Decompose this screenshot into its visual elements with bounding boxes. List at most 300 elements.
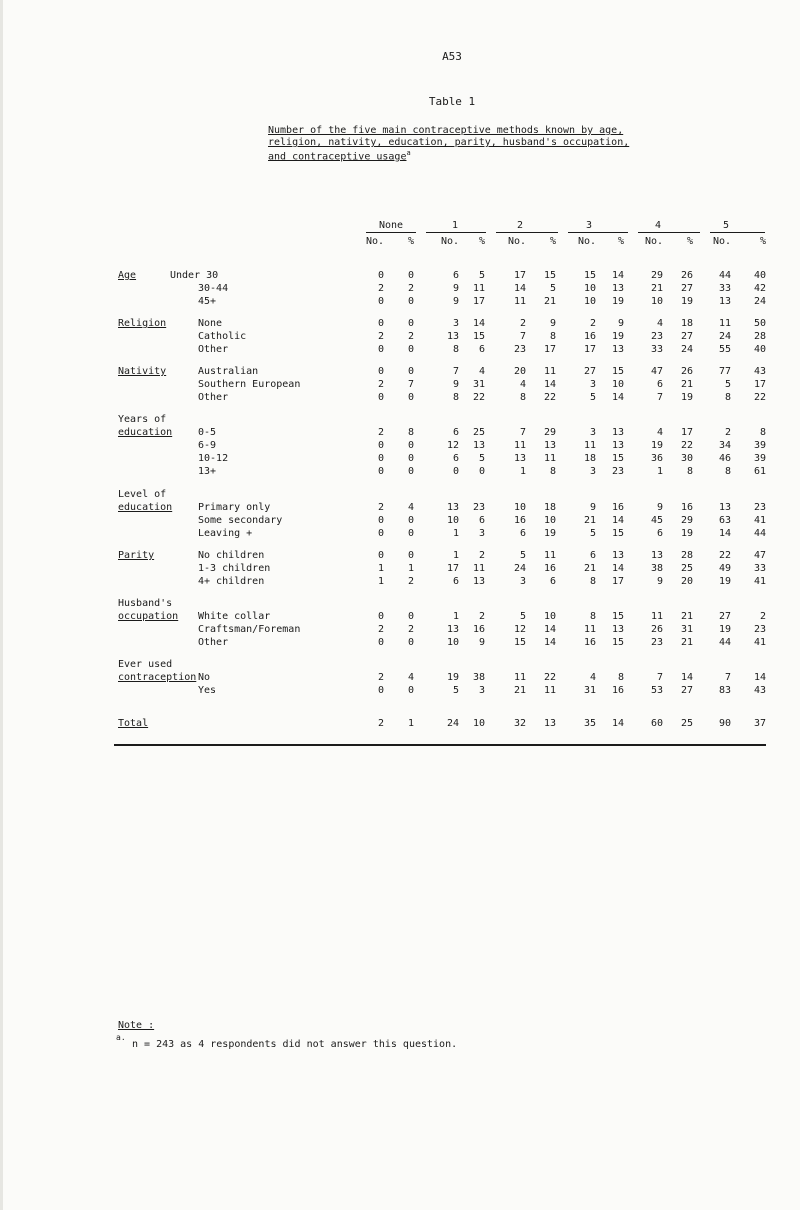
header-rule [638,232,700,233]
cell-percent: 4 [407,672,414,683]
cell-count: 8 [589,611,596,622]
cell-count: 14 [718,528,731,539]
cell-count: 7 [724,672,731,683]
column-group-header: 4 [654,220,662,231]
cell-count: 21 [583,563,596,574]
cell-percent: 39 [753,440,766,451]
cell-percent: 8 [686,466,693,477]
cell-percent: 30 [680,453,693,464]
cell-percent: 8 [407,427,414,438]
cell-percent: 2 [407,624,414,635]
cell-count: 13 [446,331,459,342]
cell-count: 6 [452,576,459,587]
cell-count: 44 [718,637,731,648]
column-group-header: None [378,220,404,231]
cell-percent: 33 [753,563,766,574]
cell-count: 8 [724,392,731,403]
cell-count: 2 [377,672,384,683]
cell-percent: 15 [611,453,624,464]
cell-count: 3 [519,576,526,587]
cell-percent: 15 [611,528,624,539]
cell-count: 9 [589,502,596,513]
cell-percent: 14 [611,270,624,281]
cell-percent: 0 [407,550,414,561]
cell-percent: 2 [478,550,485,561]
cell-count: 1 [519,466,526,477]
cell-count: 0 [377,344,384,355]
cell-percent: 2 [407,283,414,294]
cell-percent: 5 [478,453,485,464]
section-label: Ever used [118,659,173,670]
cell-count: 16 [583,637,596,648]
cell-percent: 11 [472,563,485,574]
cell-percent: 11 [543,550,556,561]
section-label: Husband's [118,598,173,609]
cell-percent: 14 [543,624,556,635]
section-label: contraception [118,672,197,683]
cell-count: 12 [446,440,459,451]
cell-percent: 23 [611,466,624,477]
cell-percent: 9 [549,318,556,329]
cell-percent: 21 [543,296,556,307]
note-text: n = 243 as 4 respondents did not answer this question. [132,1039,458,1050]
row-label: 4+ children [198,576,265,587]
cell-count: 0 [377,366,384,377]
cell-count: 24 [718,331,731,342]
cell-count: 5 [589,392,596,403]
cell-count: 4 [656,318,663,329]
subheader-no: No. [440,236,459,247]
total-count: 24 [446,718,459,729]
total-count: 35 [583,718,596,729]
cell-count: 33 [650,344,663,355]
total-percent: 14 [611,718,624,729]
total-count: 60 [650,718,663,729]
header-rule [710,232,765,233]
section-label: education [118,502,173,513]
cell-count: 13 [650,550,663,561]
cell-count: 19 [718,624,731,635]
subheader-no: No. [712,236,731,247]
cell-percent: 42 [753,283,766,294]
cell-percent: 11 [472,283,485,294]
row-label: Some secondary [198,515,283,526]
row-label: Other [198,637,229,648]
cell-count: 34 [718,440,731,451]
cell-count: 49 [718,563,731,574]
cell-percent: 8 [617,672,624,683]
cell-percent: 16 [472,624,485,635]
cell-percent: 0 [407,515,414,526]
cell-count: 17 [446,563,459,574]
cell-percent: 43 [753,685,766,696]
cell-count: 7 [452,366,459,377]
cell-percent: 26 [680,366,693,377]
cell-count: 10 [446,515,459,526]
row-label: 13+ [198,466,217,477]
cell-percent: 47 [753,550,766,561]
cell-count: 3 [589,427,596,438]
cell-percent: 31 [680,624,693,635]
cell-percent: 17 [680,427,693,438]
cell-count: 6 [519,528,526,539]
cell-count: 9 [452,379,459,390]
cell-count: 8 [452,392,459,403]
cell-percent: 19 [680,392,693,403]
cell-count: 22 [718,550,731,561]
cell-percent: 2 [478,611,485,622]
cell-count: 19 [650,440,663,451]
cell-count: 13 [446,502,459,513]
subheader-percent: % [617,236,624,247]
cell-percent: 27 [680,685,693,696]
cell-count: 2 [377,331,384,342]
cell-count: 46 [718,453,731,464]
cell-count: 13 [513,453,526,464]
cell-count: 3 [589,466,596,477]
row-label: Yes [198,685,217,696]
cell-percent: 9 [478,637,485,648]
cell-count: 0 [377,318,384,329]
cell-percent: 41 [753,637,766,648]
subheader-percent: % [407,236,414,247]
cell-count: 45 [650,515,663,526]
cell-count: 15 [513,637,526,648]
cell-percent: 0 [407,528,414,539]
cell-percent: 26 [680,270,693,281]
cell-count: 38 [650,563,663,574]
cell-percent: 20 [680,576,693,587]
cell-percent: 7 [407,379,414,390]
cell-percent: 6 [549,576,556,587]
cell-count: 6 [656,528,663,539]
subheader-no: No. [507,236,526,247]
total-count: 2 [377,718,384,729]
cell-percent: 14 [543,637,556,648]
cell-percent: 6 [478,515,485,526]
cell-percent: 40 [753,270,766,281]
cell-count: 26 [650,624,663,635]
column-group-header: 2 [516,220,524,231]
cell-count: 9 [452,283,459,294]
row-label: None [198,318,223,329]
total-count: 90 [718,718,731,729]
cell-count: 11 [513,296,526,307]
cell-percent: 24 [680,344,693,355]
cell-percent: 21 [680,637,693,648]
cell-percent: 0 [407,466,414,477]
cell-count: 9 [452,296,459,307]
total-percent: 13 [543,718,556,729]
cell-percent: 18 [543,502,556,513]
cell-count: 5 [519,611,526,622]
cell-percent: 39 [753,453,766,464]
cell-percent: 22 [753,392,766,403]
cell-percent: 21 [680,611,693,622]
cell-percent: 14 [611,392,624,403]
row-label: Craftsman/Foreman [198,624,301,635]
cell-count: 2 [724,427,731,438]
cell-percent: 0 [478,466,485,477]
subheader-percent: % [759,236,766,247]
cell-percent: 22 [472,392,485,403]
cell-percent: 31 [472,379,485,390]
cell-count: 13 [718,502,731,513]
cell-count: 17 [513,270,526,281]
cell-count: 27 [718,611,731,622]
caption-line-2: religion, nativity, education, parity, husband's occupation, [268,137,630,148]
cell-percent: 0 [407,296,414,307]
row-label: Catholic [198,331,247,342]
cell-percent: 25 [472,427,485,438]
cell-percent: 15 [611,611,624,622]
cell-percent: 1 [407,563,414,574]
cell-percent: 10 [543,515,556,526]
subheader-no: No. [644,236,663,247]
cell-percent: 29 [680,515,693,526]
subheader-percent: % [686,236,693,247]
cell-percent: 14 [543,379,556,390]
cell-count: 2 [377,379,384,390]
cell-count: 11 [513,440,526,451]
cell-percent: 8 [549,466,556,477]
cell-count: 0 [377,515,384,526]
cell-count: 8 [724,466,731,477]
row-label: 30-44 [198,283,229,294]
row-label: No children [198,550,265,561]
cell-percent: 13 [611,344,624,355]
cell-count: 1 [452,528,459,539]
cell-count: 0 [377,611,384,622]
caption-line-3 [268,149,411,162]
cell-count: 7 [519,331,526,342]
header-rule [568,232,628,233]
cell-percent: 18 [680,318,693,329]
cell-count: 29 [650,270,663,281]
cell-count: 0 [377,685,384,696]
row-label: Other [198,392,229,403]
cell-count: 10 [583,296,596,307]
cell-percent: 29 [543,427,556,438]
cell-count: 10 [513,502,526,513]
cell-percent: 44 [753,528,766,539]
cell-count: 4 [519,379,526,390]
cell-count: 5 [589,528,596,539]
cell-count: 2 [519,318,526,329]
row-label: 6-9 [198,440,217,451]
row-label: No [198,672,211,683]
cell-percent: 14 [753,672,766,683]
cell-percent: 8 [549,331,556,342]
cell-count: 27 [583,366,596,377]
cell-percent: 16 [680,502,693,513]
cell-percent: 19 [680,296,693,307]
cell-count: 13 [446,624,459,635]
cell-count: 8 [452,344,459,355]
row-label: Primary only [198,502,271,513]
cell-count: 2 [377,624,384,635]
header-rule [366,232,416,233]
column-group-header: 5 [722,220,730,231]
cell-percent: 0 [407,440,414,451]
cell-count: 10 [583,283,596,294]
cell-percent: 0 [407,685,414,696]
cell-percent: 13 [472,440,485,451]
cell-count: 19 [446,672,459,683]
cell-percent: 41 [753,515,766,526]
table-label: Table 1 [428,95,476,108]
cell-percent: 24 [753,296,766,307]
cell-count: 1 [377,563,384,574]
subheader-percent: % [549,236,556,247]
cell-percent: 43 [753,366,766,377]
row-label: Under 30 [170,270,219,281]
cell-percent: 13 [472,576,485,587]
cell-percent: 19 [543,528,556,539]
cell-count: 4 [656,427,663,438]
cell-count: 1 [656,466,663,477]
cell-count: 9 [656,576,663,587]
cell-percent: 17 [753,379,766,390]
cell-count: 19 [718,576,731,587]
cell-percent: 38 [472,672,485,683]
section-label: education [118,427,173,438]
row-label: Australian [198,366,259,377]
cell-count: 1 [452,550,459,561]
cell-percent: 17 [543,344,556,355]
cell-percent: 0 [407,392,414,403]
cell-percent: 13 [611,440,624,451]
total-label: Total [118,718,149,729]
row-label: Southern European [198,379,301,390]
cell-count: 11 [583,624,596,635]
cell-percent: 27 [680,331,693,342]
cell-count: 23 [650,637,663,648]
cell-percent: 5 [549,283,556,294]
cell-count: 8 [519,392,526,403]
cell-percent: 3 [478,528,485,539]
cell-count: 53 [650,685,663,696]
cell-percent: 11 [543,453,556,464]
cell-count: 4 [589,672,596,683]
cell-count: 1 [377,576,384,587]
cell-percent: 0 [407,344,414,355]
cell-count: 55 [718,344,731,355]
cell-percent: 28 [753,331,766,342]
cell-percent: 14 [611,515,624,526]
cell-percent: 2 [759,611,766,622]
cell-percent: 6 [478,344,485,355]
cell-percent: 13 [611,550,624,561]
cell-count: 6 [589,550,596,561]
cell-count: 7 [656,392,663,403]
cell-percent: 8 [759,427,766,438]
total-percent: 25 [680,718,693,729]
subheader-percent: % [478,236,485,247]
cell-percent: 15 [611,637,624,648]
cell-percent: 4 [478,366,485,377]
cell-count: 20 [513,366,526,377]
cell-percent: 3 [478,685,485,696]
cell-count: 18 [583,453,596,464]
total-percent: 1 [407,718,414,729]
cell-percent: 14 [472,318,485,329]
cell-percent: 10 [543,611,556,622]
cell-count: 16 [583,331,596,342]
cell-count: 12 [513,624,526,635]
cell-count: 0 [377,453,384,464]
cell-percent: 13 [543,440,556,451]
cell-percent: 16 [543,563,556,574]
cell-percent: 23 [753,624,766,635]
section-label: Age [118,270,137,281]
cell-percent: 28 [680,550,693,561]
cell-count: 31 [583,685,596,696]
cell-count: 0 [377,270,384,281]
row-label: 45+ [198,296,217,307]
cell-percent: 61 [753,466,766,477]
cell-count: 10 [446,637,459,648]
section-label: Years of [118,414,167,425]
cell-count: 23 [650,331,663,342]
caption-line-1: Number of the five main contraceptive methods known by age, [268,125,624,136]
section-label: occupation [118,611,179,622]
cell-count: 2 [589,318,596,329]
cell-count: 2 [377,283,384,294]
cell-count: 5 [452,685,459,696]
cell-count: 8 [589,576,596,587]
cell-count: 63 [718,515,731,526]
note-marker: a. [116,1033,126,1042]
cell-count: 0 [377,637,384,648]
cell-count: 3 [589,379,596,390]
cell-percent: 0 [407,453,414,464]
cell-count: 24 [513,563,526,574]
subheader-no: No. [577,236,596,247]
row-label: Leaving + [198,528,253,539]
row-label: Other [198,344,229,355]
cell-count: 0 [377,528,384,539]
cell-percent: 21 [680,379,693,390]
cell-percent: 13 [611,427,624,438]
cell-percent: 19 [611,331,624,342]
cell-percent: 0 [407,366,414,377]
cell-count: 0 [377,296,384,307]
cell-count: 5 [519,550,526,561]
cell-count: 6 [452,427,459,438]
cell-count: 23 [513,344,526,355]
cell-count: 36 [650,453,663,464]
cell-count: 10 [650,296,663,307]
row-label: White collar [198,611,271,622]
cell-percent: 25 [680,563,693,574]
cell-count: 47 [650,366,663,377]
cell-percent: 17 [472,296,485,307]
cell-count: 11 [513,672,526,683]
cell-percent: 4 [407,502,414,513]
caption-line-3-text: and contraceptive usage [268,151,407,163]
cell-count: 2 [377,502,384,513]
cell-count: 0 [377,440,384,451]
cell-percent: 0 [407,270,414,281]
cell-count: 15 [583,270,596,281]
cell-percent: 13 [611,283,624,294]
cell-percent: 5 [478,270,485,281]
cell-percent: 15 [472,331,485,342]
cell-count: 7 [519,427,526,438]
cell-count: 17 [583,344,596,355]
cell-percent: 27 [680,283,693,294]
